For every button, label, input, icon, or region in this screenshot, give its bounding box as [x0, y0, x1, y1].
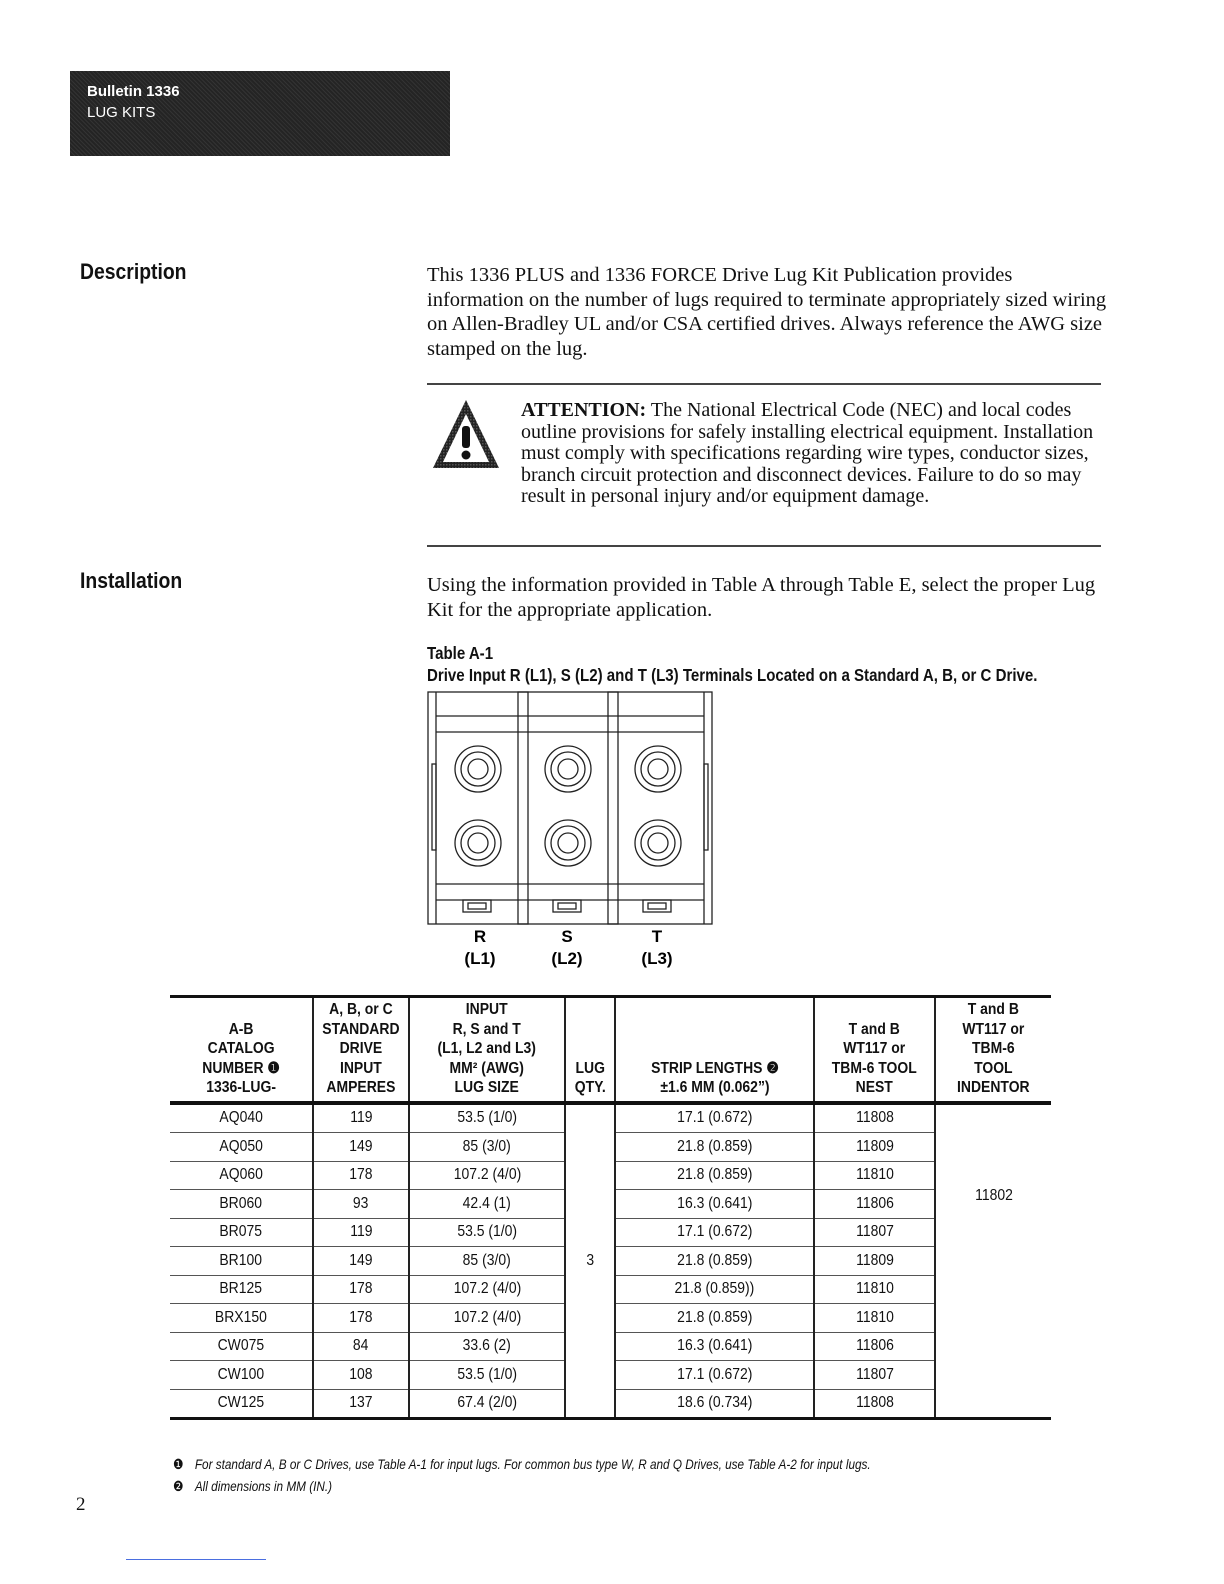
- strip-length-cell-text: 17.1 (0.672): [676, 1109, 753, 1127]
- lug-size-cell-text: 53.5 (1/0): [457, 1223, 517, 1241]
- column-header-2: [409, 997, 565, 1103]
- tool-nest-cell: [814, 1218, 935, 1247]
- terminal-block-diagram: [424, 688, 716, 972]
- column-header-line: AMPERES: [326, 1079, 396, 1096]
- catalog-cell: [170, 1361, 313, 1390]
- tool-nest-cell-text: 11810: [855, 1166, 894, 1184]
- amps-cell-text: 119: [349, 1223, 373, 1241]
- amps-cell: [313, 1133, 409, 1162]
- lug-size-cell-text: 85 (3/0): [462, 1137, 512, 1155]
- column-header-line: T and B: [848, 1020, 901, 1038]
- footer-rule: [126, 1559, 266, 1560]
- lug-size-cell: [409, 1103, 565, 1133]
- catalog-cell: [170, 1304, 313, 1333]
- column-header-line: WT117 or: [962, 1020, 1025, 1038]
- installation-heading: Installation: [80, 568, 183, 593]
- lug-size-cell: [409, 1161, 565, 1190]
- strip-length-cell: [615, 1133, 814, 1162]
- column-header-line: LUG SIZE: [454, 1079, 520, 1096]
- tool-nest-cell: [814, 1275, 935, 1304]
- lug-qty-cell: [565, 1103, 615, 1419]
- catalog-cell-text: BR060: [219, 1194, 263, 1212]
- tool-nest-cell-text: 11807: [855, 1365, 894, 1383]
- amps-cell-text: 108: [349, 1365, 373, 1383]
- amps-cell-text: 178: [349, 1166, 373, 1184]
- lug-size-cell: [409, 1133, 565, 1162]
- lug-size-cell-text: 33.6 (2): [462, 1337, 512, 1355]
- lug-size-cell: [409, 1218, 565, 1247]
- strip-length-cell-text: 21.8 (0.859): [676, 1137, 753, 1155]
- column-header-line: (L1, L2 and L3): [437, 1040, 537, 1057]
- table-caption-id: Table A-1: [427, 643, 494, 663]
- amps-cell: [313, 1304, 409, 1333]
- attention-text: The National Electrical Code (NEC) and local codes outline provisions for safely installing electrical equipment. Installation must comply with specifications regarding wire types, conductor sizes, branch circuit protection and disconnect devices. Failure to do so may result in personal injury and/or equipment damage.: [521, 399, 1094, 507]
- attention-top-rule: [427, 383, 1101, 385]
- catalog-cell: [170, 1190, 313, 1219]
- attention-notice: [521, 400, 1096, 508]
- table-body: [170, 1103, 1051, 1419]
- amps-cell-text: 93: [353, 1194, 369, 1212]
- amps-cell-text: 137: [349, 1394, 373, 1412]
- column-header-6: [935, 997, 1051, 1103]
- column-header-4: [615, 997, 814, 1103]
- catalog-cell: [170, 1103, 313, 1133]
- column-header-line: STRIP LENGTHS ❷: [650, 1059, 779, 1077]
- tool-nest-cell-text: 11809: [855, 1251, 894, 1269]
- catalog-cell-text: BR100: [219, 1251, 263, 1269]
- catalog-cell-text: BR075: [219, 1223, 263, 1241]
- amps-cell: [313, 1218, 409, 1247]
- catalog-cell-text: CW125: [217, 1394, 265, 1412]
- column-header-line: MM² (AWG): [449, 1059, 525, 1077]
- catalog-cell: [170, 1247, 313, 1276]
- lug-size-cell-text: 53.5 (1/0): [457, 1109, 517, 1127]
- footnote-2-text: All dimensions in MM (IN.): [194, 1478, 333, 1494]
- footnote-2: [173, 1478, 332, 1495]
- lug-size-cell-text: 107.2 (4/0): [453, 1280, 521, 1298]
- column-header-line: R, S and T: [452, 1020, 522, 1038]
- footnote-1-marker: ❶: [173, 1456, 184, 1472]
- lug-size-cell: [409, 1332, 565, 1361]
- strip-length-cell: [615, 1332, 814, 1361]
- catalog-cell: [170, 1218, 313, 1247]
- lug-size-cell-text: 107.2 (4/0): [453, 1308, 521, 1326]
- catalog-cell: [170, 1161, 313, 1190]
- terminal-s-sub: (L2): [551, 949, 583, 968]
- tool-indentor-cell: [935, 1103, 1051, 1419]
- strip-length-cell-text: 21.8 (0.859): [676, 1166, 753, 1184]
- lug-size-cell-text: 42.4 (1): [462, 1194, 512, 1212]
- column-header-line: 1336-LUG-: [206, 1079, 276, 1096]
- bulletin-header: [70, 71, 450, 156]
- bulletin-subtitle: LUG KITS: [87, 104, 156, 121]
- amps-cell-text: 84: [353, 1337, 369, 1355]
- amps-cell: [313, 1389, 409, 1419]
- amps-cell: [313, 1190, 409, 1219]
- column-header-line: INPUT: [340, 1059, 382, 1077]
- strip-length-cell: [615, 1247, 814, 1276]
- catalog-cell-text: AQ060: [219, 1166, 263, 1184]
- column-header-0: [170, 997, 313, 1103]
- strip-length-cell: [615, 1161, 814, 1190]
- terminal-r-label: R: [473, 927, 487, 946]
- attention-label: ATTENTION:: [521, 399, 647, 421]
- strip-length-cell: [615, 1275, 814, 1304]
- attention-bottom-rule: [427, 545, 1101, 547]
- catalog-cell-text: BR125: [219, 1280, 263, 1298]
- catalog-cell-text: BRX150: [215, 1308, 267, 1326]
- column-header-line: A-B: [228, 1020, 254, 1038]
- strip-length-cell-text: 18.6 (0.734): [676, 1394, 753, 1412]
- column-header-line: DRIVE: [339, 1040, 383, 1057]
- amps-cell-text: 178: [349, 1280, 373, 1298]
- tool-nest-cell: [814, 1161, 935, 1190]
- strip-length-cell-text: 21.8 (0.859)): [674, 1280, 755, 1298]
- catalog-cell: [170, 1389, 313, 1419]
- strip-length-cell: [615, 1103, 814, 1133]
- tool-nest-cell-text: 11808: [855, 1109, 894, 1127]
- tool-nest-cell-text: 11807: [855, 1223, 894, 1241]
- amps-cell: [313, 1103, 409, 1133]
- strip-length-cell: [615, 1218, 814, 1247]
- column-header-line: ±1.6 MM (0.062”): [659, 1079, 770, 1096]
- strip-length-cell-text: 16.3 (0.641): [676, 1194, 753, 1212]
- catalog-cell-text: CW075: [217, 1337, 265, 1355]
- terminal-t: [635, 746, 681, 968]
- tool-nest-cell-text: 11809: [855, 1137, 894, 1155]
- lug-size-cell: [409, 1275, 565, 1304]
- terminal-t-sub: (L3): [641, 949, 673, 968]
- strip-length-cell-text: 16.3 (0.641): [676, 1337, 753, 1355]
- catalog-cell: [170, 1275, 313, 1304]
- tool-nest-cell: [814, 1304, 935, 1333]
- catalog-cell-text: AQ040: [219, 1109, 263, 1127]
- strip-length-cell-text: 17.1 (0.672): [676, 1365, 753, 1383]
- lug-size-cell-text: 53.5 (1/0): [457, 1365, 517, 1383]
- description-text: This 1336 PLUS and 1336 FORCE Drive Lug Kit Publication provides information on the number of lugs required to terminate appropriately sized wiring on Allen-Bradley UL and/or CSA certified drives. Always reference the AWG size stamped on the lug.: [427, 264, 1107, 360]
- column-header-line: LUG: [575, 1059, 605, 1077]
- terminal-s: [545, 746, 591, 968]
- lug-size-cell: [409, 1361, 565, 1390]
- column-header-line: TBM-6: [972, 1040, 1015, 1057]
- terminal-r: [455, 746, 501, 968]
- column-header-1: [313, 997, 409, 1103]
- strip-length-cell: [615, 1389, 814, 1419]
- amps-cell: [313, 1361, 409, 1390]
- lug-size-cell: [409, 1389, 565, 1419]
- strip-length-cell: [615, 1361, 814, 1390]
- lug-qty-cell-text: 3: [586, 1251, 594, 1269]
- tool-nest-cell: [814, 1332, 935, 1361]
- tool-nest-cell-text: 11806: [855, 1194, 894, 1212]
- footnote-1: [173, 1456, 871, 1473]
- lug-size-cell: [409, 1304, 565, 1333]
- column-header-line: INPUT: [466, 1001, 508, 1018]
- strip-length-cell-text: 21.8 (0.859): [676, 1251, 753, 1269]
- description-heading: Description: [80, 259, 187, 284]
- lug-size-cell-text: 107.2 (4/0): [453, 1166, 521, 1184]
- terminal-s-label: S: [561, 927, 573, 946]
- tool-indentor-cell-text: 11802: [974, 1186, 1013, 1204]
- column-header-line: A, B, or C: [329, 1001, 393, 1018]
- catalog-cell: [170, 1133, 313, 1162]
- strip-length-cell: [615, 1190, 814, 1219]
- column-header-line: T and B: [967, 1001, 1020, 1018]
- tool-nest-cell: [814, 1133, 935, 1162]
- catalog-cell-text: CW100: [217, 1365, 265, 1383]
- amps-cell: [313, 1275, 409, 1304]
- amps-cell-text: 149: [349, 1137, 373, 1155]
- column-header-line: CATALOG: [207, 1040, 275, 1057]
- tool-nest-cell: [814, 1190, 935, 1219]
- tool-nest-cell: [814, 1103, 935, 1133]
- page-number: 2: [76, 1494, 86, 1515]
- footnote-2-marker: ❷: [173, 1478, 184, 1494]
- column-header-line: INDENTOR: [957, 1079, 1030, 1096]
- column-header-line: WT117 or: [843, 1040, 906, 1057]
- installation-text: Using the information provided in Table A through Table E, select the proper Lug Kit for the appropriate application.: [427, 574, 1096, 621]
- tool-nest-cell-text: 11806: [855, 1337, 894, 1355]
- strip-length-cell: [615, 1304, 814, 1333]
- amps-cell-text: 178: [349, 1308, 373, 1326]
- tool-nest-cell: [814, 1247, 935, 1276]
- column-header-line: QTY.: [574, 1079, 606, 1096]
- column-header-5: [814, 997, 935, 1103]
- tool-nest-cell-text: 11808: [855, 1394, 894, 1412]
- table-header-row: [170, 997, 1051, 1103]
- lug-size-cell-text: 85 (3/0): [462, 1251, 512, 1269]
- terminal-t-label: T: [651, 927, 663, 946]
- tool-nest-cell-text: 11810: [855, 1280, 894, 1298]
- lug-size-cell: [409, 1190, 565, 1219]
- strip-length-cell-text: 17.1 (0.672): [676, 1223, 753, 1241]
- column-header-line: TBM-6 TOOL: [832, 1059, 917, 1077]
- lug-size-cell-text: 67.4 (2/0): [457, 1394, 517, 1412]
- lug-size-cell: [409, 1247, 565, 1276]
- lug-kit-table: [170, 995, 1051, 1420]
- column-header-3: [565, 997, 615, 1103]
- tool-nest-cell: [814, 1389, 935, 1419]
- strip-length-cell-text: 21.8 (0.859): [676, 1308, 753, 1326]
- catalog-cell-text: AQ050: [219, 1137, 263, 1155]
- terminal-r-sub: (L1): [464, 949, 496, 968]
- amps-cell-text: 119: [349, 1109, 373, 1127]
- amps-cell: [313, 1332, 409, 1361]
- tool-nest-cell: [814, 1361, 935, 1390]
- catalog-cell: [170, 1332, 313, 1361]
- amps-cell: [313, 1161, 409, 1190]
- warning-icon: [431, 398, 501, 470]
- tool-nest-cell-text: 11810: [855, 1308, 894, 1326]
- footnote-1-text: For standard A, B or C Drives, use Table A-1 for input lugs. For common bus type W, R and Q Drives, use Table A-2 for input lugs.: [194, 1456, 871, 1472]
- column-header-line: NEST: [855, 1079, 894, 1096]
- bulletin-number: Bulletin 1336: [87, 83, 180, 100]
- table-row: [170, 1103, 1051, 1133]
- amps-cell-text: 149: [349, 1251, 373, 1269]
- column-header-line: STANDARD: [322, 1020, 400, 1038]
- column-header-line: TOOL: [974, 1059, 1013, 1077]
- column-header-line: NUMBER ❶: [202, 1059, 280, 1077]
- amps-cell: [313, 1247, 409, 1276]
- table-caption: Drive Input R (L1), S (L2) and T (L3) Terminals Located on a Standard A, B, or C Drive.: [427, 665, 1038, 685]
